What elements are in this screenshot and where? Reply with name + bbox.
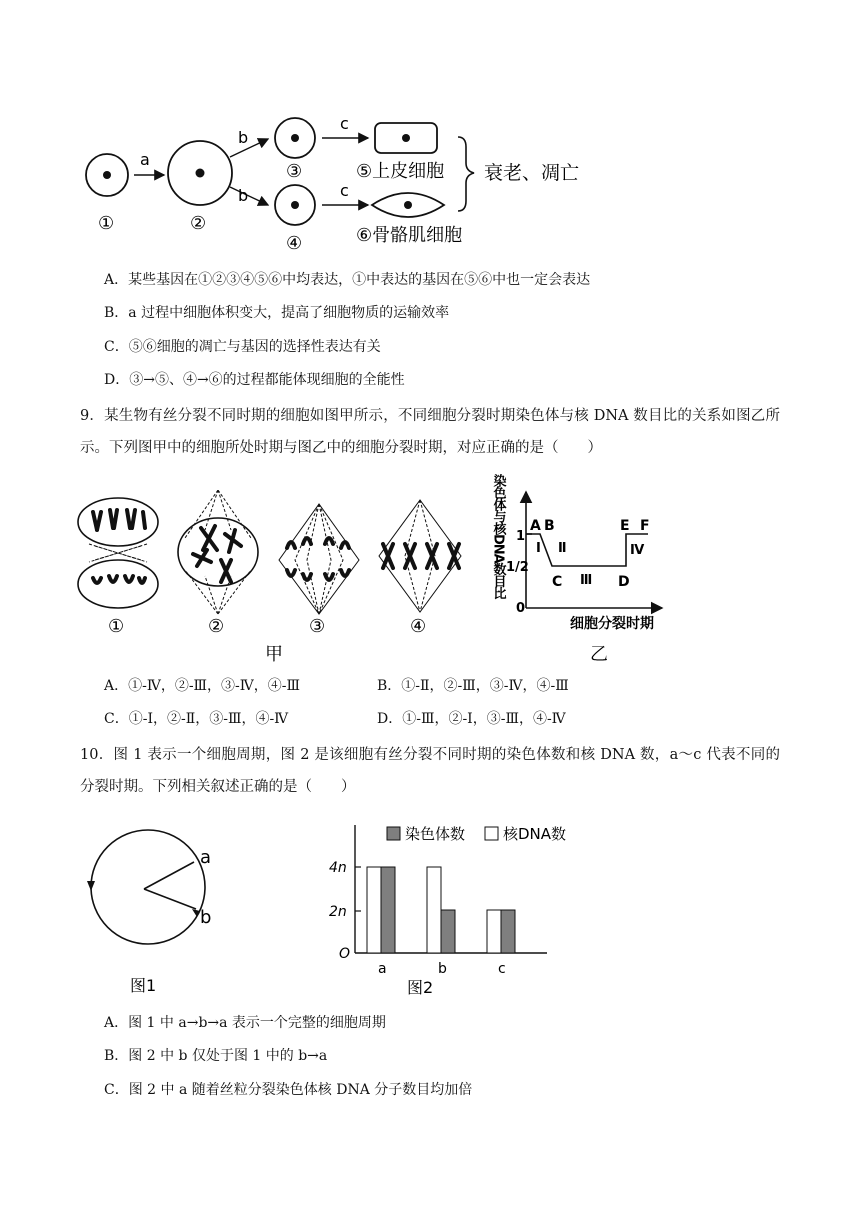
bar-a-dna	[367, 867, 381, 953]
jia-label-1: ①	[108, 616, 125, 637]
yi-caption: 乙	[590, 644, 608, 665]
q9-option-a: A．①-Ⅳ，②-Ⅲ，③-Ⅳ，④-Ⅲ	[104, 678, 301, 694]
fig2-ytick-0: O	[339, 946, 351, 962]
fate-label: 衰老、凋亡	[484, 162, 580, 184]
q9-option-b: B．①-Ⅱ，②-Ⅲ，③-Ⅳ，④-Ⅲ	[377, 678, 569, 694]
q10-option-c: C．图 2 中 a 随着丝粒分裂染色体核 DNA 分子数目均加倍	[104, 1082, 473, 1098]
q10-figure-1	[80, 825, 230, 1000]
legend-label-chromosome: 染色体数	[405, 825, 466, 843]
yi-phase-3: Ⅲ	[580, 573, 593, 588]
figure-yi	[488, 470, 688, 670]
yi-ylabel: 染色体与核DNA数目比	[490, 474, 506, 599]
process-c-label-2: c	[340, 181, 349, 200]
cell-1-label: ①	[98, 213, 115, 234]
q10-figure-2	[325, 815, 615, 1000]
fig2-legend	[387, 825, 566, 843]
q9-stem: 9．某生物有丝分裂不同时期的细胞如图甲所示，不同细胞分裂时期染色体与核 DNA 数目比的关系如图乙所示。下列图甲中的细胞所处时期与图乙中的细胞分裂时期，对应正确的是（ ）	[80, 408, 780, 456]
jia-label-2: ②	[208, 616, 225, 637]
process-a-label: a	[140, 150, 150, 169]
yi-phase-4: Ⅳ	[630, 543, 645, 558]
cell-2-label: ②	[190, 213, 207, 234]
bar-b-dna	[427, 867, 441, 953]
fig2-ytick-4n: 4n	[329, 860, 347, 876]
cell-5-label: ⑤上皮细胞	[356, 161, 445, 182]
cell-4-label: ④	[286, 233, 303, 254]
jia-cell-4	[379, 500, 461, 612]
q9-option-d: D．①-Ⅲ，②-Ⅰ，③-Ⅲ，④-Ⅳ	[377, 711, 566, 727]
jia-cell-1	[78, 498, 158, 608]
fig1-label-a: a	[200, 847, 212, 868]
yi-ytick-1: 1	[516, 529, 526, 544]
fig2-caption: 图2	[407, 978, 434, 997]
yi-point-b: B	[544, 518, 555, 534]
jia-label-4: ④	[410, 616, 427, 637]
q9-option-c: C．①-Ⅰ，②-Ⅱ，③-Ⅲ，④-Ⅳ	[104, 711, 289, 727]
jia-cell-3	[279, 504, 359, 614]
yi-ytick-0: 0	[516, 601, 526, 616]
q8-option-d: D．③→⑤、④→⑥的过程都能体现细胞的全能性	[104, 372, 405, 388]
figure-jia	[75, 490, 485, 665]
process-b-label-2: b	[238, 186, 249, 205]
yi-point-c: C	[552, 574, 563, 590]
bar-c-chromosome	[501, 910, 515, 953]
yi-phase-1: Ⅰ	[536, 541, 541, 556]
legend-swatch-chromosome	[387, 827, 400, 840]
brace	[458, 137, 474, 211]
fig2-cat-c: c	[498, 961, 506, 977]
q10-stem: 10．图 1 表示一个细胞周期，图 2 是该细胞有丝分裂不同时期的染色体数和核 DNA 数，a～c 代表不同的分裂时期。下列相关叙述正确的是（ ）	[80, 747, 780, 795]
q8-option-b: B．a 过程中细胞体积变大，提高了细胞物质的运输效率	[104, 305, 450, 321]
fig2-cat-a: a	[378, 961, 387, 977]
yi-phase-2: Ⅱ	[558, 541, 567, 556]
cell-3-label: ③	[286, 161, 303, 182]
jia-label-3: ③	[309, 616, 326, 637]
fig1-caption: 图1	[130, 976, 157, 995]
yi-point-e: E	[620, 518, 630, 534]
jia-cell-2	[178, 490, 258, 614]
yi-ytick-half: 1/2	[506, 560, 529, 575]
q10-option-b: B．图 2 中 b 仅处于图 1 中的 b→a	[104, 1048, 328, 1064]
legend-label-dna: 核DNA数	[503, 825, 567, 843]
yi-point-a: A	[530, 518, 541, 534]
bar-a-chromosome	[381, 867, 395, 953]
yi-point-d: D	[618, 574, 630, 590]
process-b-label-1: b	[238, 128, 249, 147]
q8-option-a: A．某些基因在①②③④⑤⑥中均表达，①中表达的基因在⑤⑥中也一定会表达	[104, 272, 591, 288]
bar-c-dna	[487, 910, 501, 953]
cell-differentiation-figure	[70, 105, 630, 265]
fig1-label-b: b	[200, 907, 212, 928]
q8-option-c: C．⑤⑥细胞的凋亡与基因的选择性表达有关	[104, 339, 381, 355]
legend-swatch-dna	[485, 827, 498, 840]
q10-option-a: A．图 1 中 a→b→a 表示一个完整的细胞周期	[104, 1015, 386, 1031]
fig2-ytick-2n: 2n	[329, 904, 347, 920]
cell-6-label: ⑥骨骼肌细胞	[356, 225, 463, 246]
fig2-cat-b: b	[438, 961, 447, 977]
yi-point-f: F	[640, 518, 650, 534]
jia-caption: 甲	[265, 644, 283, 665]
yi-xlabel: 细胞分裂时期	[570, 616, 654, 632]
bar-b-chromosome	[441, 910, 455, 953]
process-c-label-1: c	[340, 114, 349, 133]
